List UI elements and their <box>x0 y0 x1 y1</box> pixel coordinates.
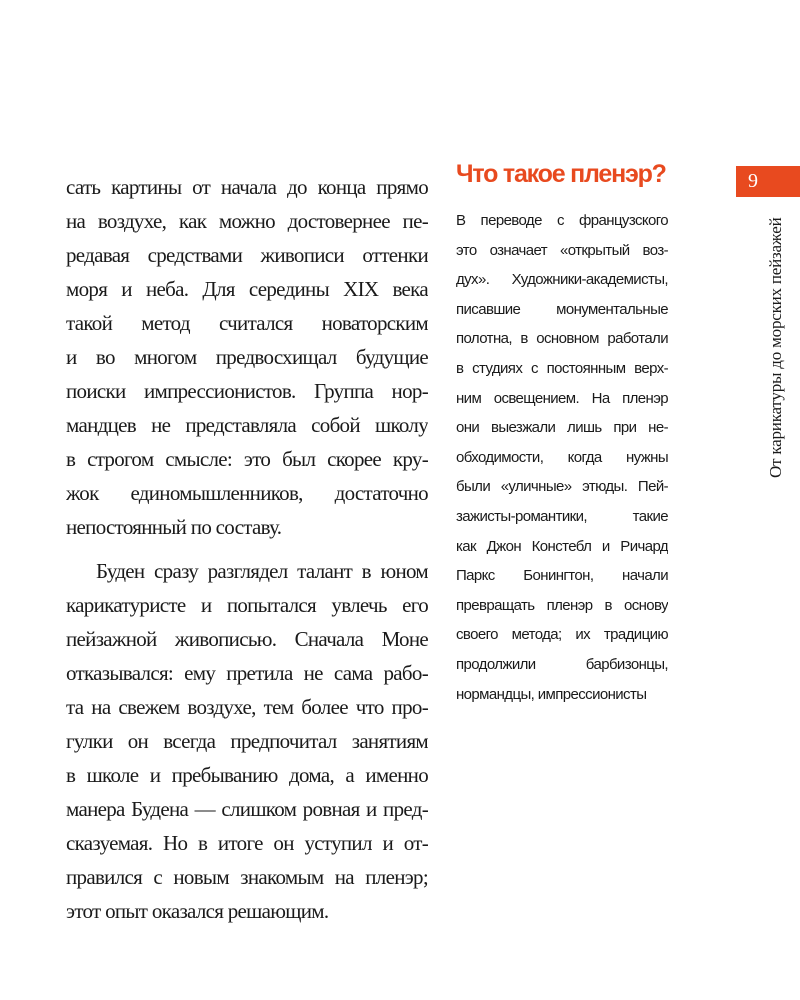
main-body-text <box>66 170 428 928</box>
sidebar-text-line: полотна, в основном работали <box>456 330 668 348</box>
sidebar-text-line: обходимости, когда нужны <box>456 448 668 466</box>
sidebar-text-line: своего метода; их традицию <box>456 626 668 644</box>
main-text-line: Буден сразу разглядел талант в юном <box>96 559 428 583</box>
sidebar-text-line: это означает «открытый воз- <box>456 241 668 259</box>
main-text-line: пейзажной живописью. Сначала Моне <box>66 627 428 651</box>
main-text-line: мандцев не представляла собой школу <box>66 413 428 437</box>
main-text-line: моря и неба. Для середины XIX века <box>66 277 428 301</box>
main-text-line: поиски импрессионистов. Группа нор- <box>66 379 428 403</box>
main-text-line: манера Будена — слишком ровная и пред- <box>66 797 428 821</box>
main-text-line: этот опыт оказался решающим. <box>66 899 329 923</box>
main-text-line: карикатуристе и попытался увлечь его <box>66 593 428 617</box>
sidebar-text-line: в студиях с постоянным верх- <box>456 359 668 377</box>
sidebar-text-line: продолжили барбизонцы, <box>456 655 668 673</box>
sidebar-text-line: превращать пленэр в основу <box>456 596 668 614</box>
main-text-line: в строгом смысле: это был скорее кру- <box>66 447 428 471</box>
sidebar-text-line: ним освещением. На пленэр <box>456 389 668 407</box>
sidebar-text-line: Паркс Бонингтон, начали <box>456 567 668 585</box>
page-number: 9 <box>736 166 800 197</box>
main-text-line: та на свежем воздухе, тем более что про- <box>66 695 428 719</box>
sidebar-title: Что такое пленэр? <box>456 160 666 188</box>
main-text-line: жок единомышленников, достаточно <box>66 481 428 505</box>
sidebar-text-line: как Джон Констебл и Ричард <box>456 537 668 555</box>
main-text-line: такой метод считался новаторским <box>66 311 428 335</box>
sidebar-text-line: писавшие монументальные <box>456 300 668 318</box>
main-text-line: и во многом предвосхищал будущие <box>66 345 428 369</box>
sidebar-body-text <box>456 206 668 709</box>
main-text-line: сать картины от начала до конца прямо <box>66 175 428 199</box>
main-text-line: гулки он всегда предпочитал занятиям <box>66 729 428 753</box>
main-text-line: правился с новым знакомым на пленэр; <box>66 865 428 889</box>
main-text-line: отказывался: ему претила не сама рабо- <box>66 661 428 685</box>
main-text-line: редавая средствами живописи оттенки <box>66 243 428 267</box>
main-text-line: сказуемая. Но в итоге он уступил и от- <box>66 831 428 855</box>
main-text-line: в школе и пребыванию дома, а именно <box>66 763 428 787</box>
sidebar-text-line: зажисты-романтики, такие <box>456 507 668 525</box>
sidebar-text-line: нормандцы, импрессионисты <box>456 685 647 703</box>
sidebar-text-line: были «уличные» этюды. Пей- <box>456 478 668 496</box>
running-title: От карикатуры до морских пейзажей <box>766 217 785 478</box>
main-text-line: непостоянный по составу. <box>66 515 282 539</box>
main-text-line: на воздухе, как можно достовернее пе- <box>66 209 428 233</box>
sidebar-text-line: они выезжали лишь при не- <box>456 419 668 437</box>
sidebar-text-line: В переводе с французского <box>456 212 668 229</box>
sidebar-text-line: дух». Художники-академисты, <box>456 271 668 289</box>
